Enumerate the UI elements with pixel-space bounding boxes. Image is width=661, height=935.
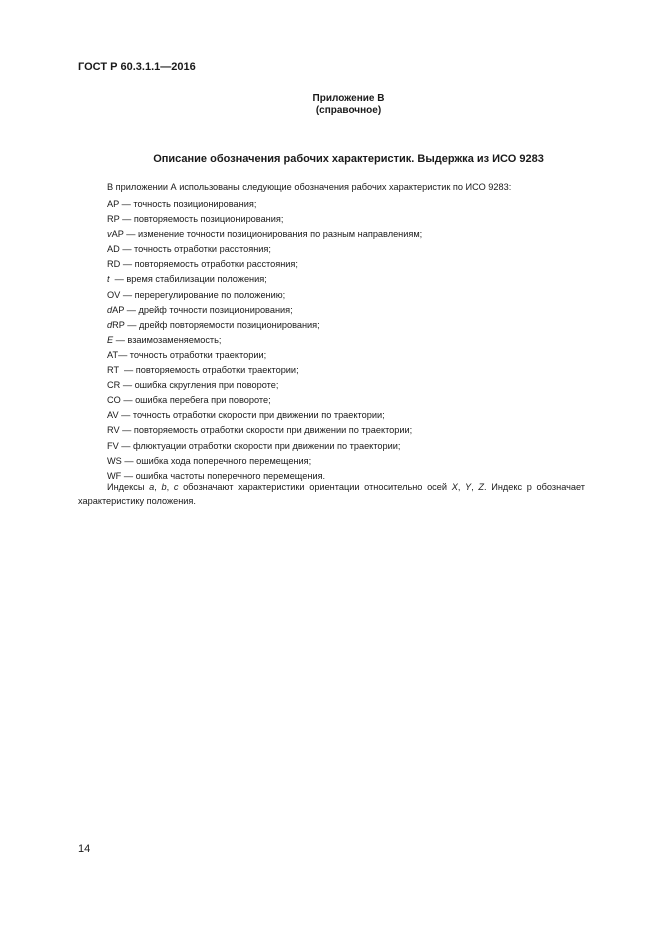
item-description: — ошибка частоты поперечного перемещения. <box>121 470 326 481</box>
item-prefix: t <box>107 274 110 285</box>
list-item <box>107 408 422 423</box>
list-item <box>107 288 422 303</box>
item-description: — дрейф точности позиционирования; <box>124 304 293 315</box>
item-abbreviation: AP <box>111 229 124 240</box>
item-abbreviation: FV <box>107 440 119 451</box>
item-prefix: v <box>107 229 112 240</box>
item-description: — ошибка перебега при повороте; <box>120 395 271 406</box>
item-abbreviation: AD <box>107 244 120 255</box>
page-number: 14 <box>78 843 91 855</box>
list-item <box>107 454 422 469</box>
list-item <box>107 423 422 438</box>
note-sep: , <box>457 482 466 492</box>
item-abbreviation: WF <box>107 470 122 481</box>
indices-note <box>78 481 585 508</box>
note-index-c: c <box>173 482 179 492</box>
note-axis-y: Y <box>465 482 472 492</box>
item-description: — точность отработки расстояния; <box>119 244 271 255</box>
item-abbreviation: AP <box>107 199 120 209</box>
item-description: — повторяемость отработки скорости при движении по траектории; <box>119 425 413 436</box>
note-axis-z: Z <box>478 482 485 492</box>
list-item <box>107 197 422 212</box>
item-abbreviation: RP <box>112 319 125 330</box>
item-description: — точность отработки траектории; <box>118 349 267 360</box>
note-text: обозначают характеристики ориентации относительно осей <box>178 482 452 492</box>
list-item <box>107 439 422 454</box>
list-item <box>107 318 422 333</box>
item-description: — ошибка скругления при повороте; <box>120 380 279 391</box>
list-item <box>107 303 422 318</box>
item-description: — перерегулирование по положению; <box>120 289 286 300</box>
item-prefix: d <box>107 319 113 330</box>
list-item <box>107 363 422 378</box>
note-index-b: b <box>161 482 167 492</box>
note-sep: , <box>471 482 479 492</box>
appendix-heading <box>0 93 661 117</box>
list-item <box>107 348 422 363</box>
item-description: — повторяемость отработки траектории; <box>118 365 299 376</box>
item-description: — точность позиционирования; <box>119 199 257 209</box>
section-title: Описание обозначения рабочих характеристик. Выдержка из ИСО 9283 <box>153 153 544 165</box>
item-abbreviation: AT <box>107 349 119 360</box>
list-item <box>107 378 422 393</box>
item-description: — изменение точности позиционирования по разным направлениям; <box>123 229 423 240</box>
item-description: — повторяемость позиционирования; <box>119 214 284 225</box>
list-item <box>107 257 422 272</box>
item-description: — дрейф повторяемости позиционирования; <box>124 319 320 330</box>
note-axis-x: X <box>451 482 458 492</box>
note-text: Индексы <box>107 482 150 492</box>
list-item <box>107 393 422 408</box>
item-abbreviation: RV <box>107 425 120 436</box>
list-item <box>107 272 422 287</box>
note-sep: , <box>166 482 174 492</box>
item-description: — взаимозаменяемость; <box>113 334 222 345</box>
item-description: — ошибка хода поперечного перемещения; <box>121 455 312 466</box>
item-description: — время стабилизации положения; <box>109 274 267 285</box>
item-abbreviation: RP <box>107 214 120 225</box>
note-text: . Индекс р обозначает характеристику положения. <box>78 482 586 506</box>
note-sep: , <box>154 482 162 492</box>
list-item <box>107 227 422 242</box>
item-description: — флюктуации отработки скорости при движении по траектории; <box>118 440 401 451</box>
list-item <box>107 242 422 257</box>
designation-list <box>107 197 422 484</box>
appendix-title: Приложение В <box>312 93 385 104</box>
item-abbreviation: AV <box>107 410 119 421</box>
item-abbreviation: CR <box>107 380 121 391</box>
intro-paragraph: В приложении А использованы следующие обозначения рабочих характеристик по ИСО 9283: <box>107 182 512 192</box>
list-item <box>107 333 422 348</box>
item-abbreviation: WS <box>107 455 122 466</box>
item-abbreviation: RT <box>107 365 119 376</box>
item-description: — повторяемость отработки расстояния; <box>120 259 298 270</box>
item-prefix: d <box>107 304 113 315</box>
note-index-a: a <box>149 482 155 492</box>
list-item <box>107 212 422 227</box>
item-abbreviation: RD <box>107 259 121 270</box>
item-abbreviation: OV <box>107 289 121 300</box>
item-prefix: E <box>107 334 114 345</box>
item-abbreviation: AP <box>112 304 125 315</box>
appendix-subtitle: (справочное) <box>315 105 382 116</box>
item-abbreviation: CO <box>107 395 121 406</box>
item-description: — точность отработки скорости при движении по траектории; <box>118 410 385 421</box>
document-header-code: ГОСТ Р 60.3.1.1—2016 <box>78 61 196 73</box>
